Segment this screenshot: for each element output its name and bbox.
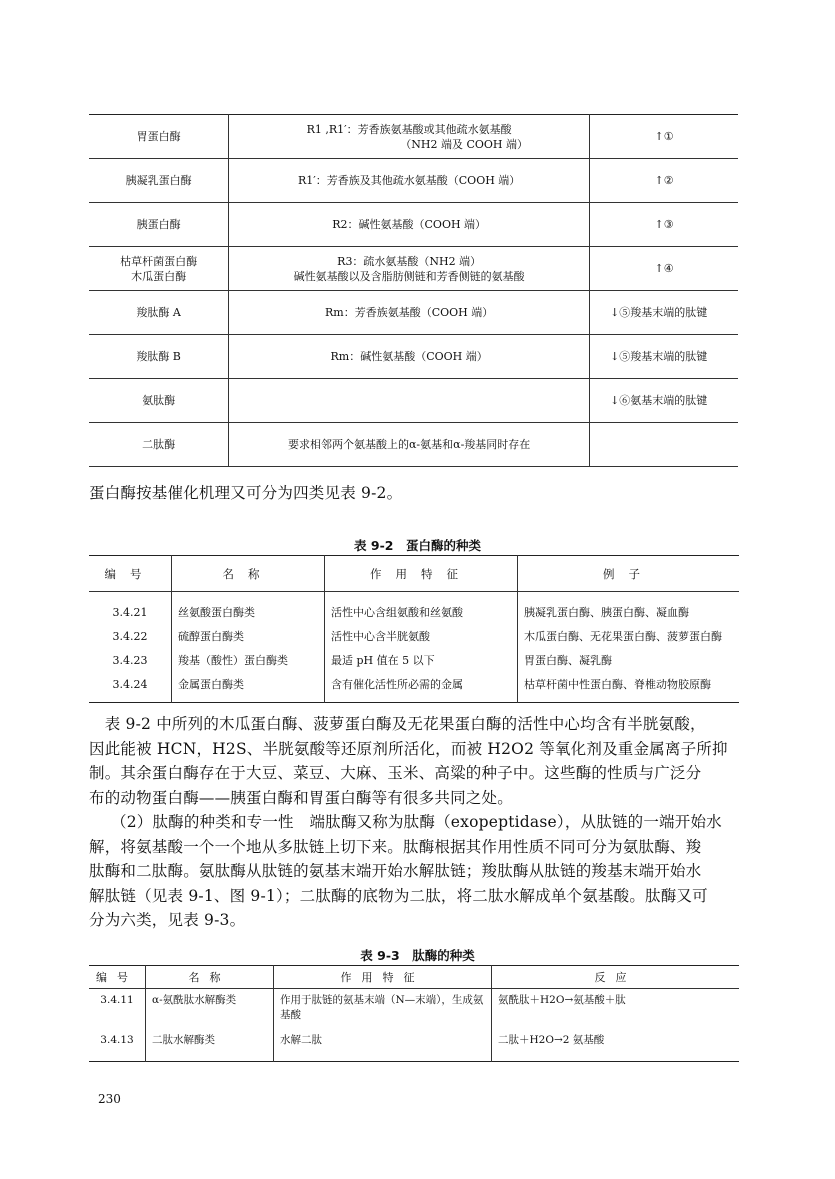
table-row: [89, 247, 738, 291]
table-row: [89, 1029, 739, 1062]
cleavage-site: [229, 247, 590, 291]
column-header: 编号: [89, 966, 146, 989]
ec-code: 3.4.24: [89, 672, 172, 703]
protease-specificity-table: [89, 114, 738, 467]
cleavage-mark: ↑④: [590, 247, 738, 291]
cleavage-site: [229, 291, 590, 335]
cleavage-site: [229, 423, 590, 467]
column-header: 作用特征: [274, 966, 492, 989]
class-name: 二肽水解酶类: [146, 1029, 274, 1062]
cleavage-site-line: R1′：芳香族及其他疏水氨基酸（COOH 端）: [297, 174, 521, 187]
cleavage-site-line: R3：疏水氨基酸（NH2 端）: [337, 254, 482, 268]
paragraph-line: 解，将氨基酸一个一个地从多肽链上切下来。肽酶根据其作用性质不同可分为氨肽酶、羧: [89, 837, 702, 856]
table-row: [89, 115, 738, 159]
cleavage-mark: [590, 423, 738, 467]
enzyme-name: 胰凝乳蛋白酶: [89, 159, 229, 203]
feature: 含有催化活性所必需的金属: [325, 672, 518, 703]
table-caption: 表 9-2 蛋白酶的种类: [354, 538, 481, 553]
table-row: [89, 335, 738, 379]
class-name: 羧基（酸性）蛋白酶类: [172, 648, 325, 672]
cleavage-site-line: 要求相邻两个氨基酸上的α-氨基和α-羧基同时存在: [288, 438, 531, 451]
class-name: 金属蛋白酶类: [172, 672, 325, 703]
cleavage-site-line: Rm：芳香族氨基酸（COOH 端）: [325, 306, 494, 319]
column-header: 作用特征: [325, 556, 518, 592]
enzyme-name: 氨肽酶: [89, 379, 229, 423]
examples: 木瓜蛋白酶、无花果蛋白酶、菠萝蛋白酶: [524, 630, 722, 643]
ec-code: 3.4.21: [89, 592, 172, 625]
cleavage-mark: ↑②: [590, 159, 738, 203]
table-row: [89, 291, 738, 335]
table-row: [89, 159, 738, 203]
class-name: α-氨酰肽水解酶类: [146, 989, 274, 1030]
column-header: 编号: [89, 556, 172, 592]
examples: 胰凝乳蛋白酶、胰蛋白酶、凝血酶: [524, 606, 689, 619]
cleavage-site: [229, 379, 590, 423]
cleavage-site: [229, 335, 590, 379]
table-row: [89, 672, 739, 703]
enzyme-name: 胰蛋白酶: [89, 203, 229, 247]
table-row: [89, 624, 739, 648]
paragraph-line: 蛋白酶按基催化机理又可分为四类见表 9-2。: [89, 484, 403, 502]
cleavage-mark: ↓⑥氨基末端的肽键: [590, 379, 738, 423]
cleavage-mark: ↑①: [590, 115, 738, 159]
enzyme-name: 枯草杆菌蛋白酶 木瓜蛋白酶: [89, 247, 229, 291]
feature: 最适 pH 值在 5 以下: [325, 648, 518, 672]
column-header: 反应: [492, 966, 740, 989]
table-row: [89, 203, 738, 247]
cleavage-site-line: R1 ,R1′：芳香族氨基酸或其他疏水氨基酸: [306, 122, 512, 136]
cleavage-mark: ↑③: [590, 203, 738, 247]
ec-code: 3.4.13: [89, 1029, 146, 1062]
table-row: [89, 989, 739, 1030]
cleavage-site-line: Rm：碱性氨基酸（COOH 端）: [330, 350, 488, 363]
examples: 枯草杆菌中性蛋白酶、脊椎动物胶原酶: [524, 678, 711, 691]
ec-code: 3.4.22: [89, 624, 172, 648]
ec-code: 3.4.23: [89, 648, 172, 672]
paragraph-line: 布的动物蛋白酶——胰蛋白酶和胃蛋白酶等有很多共同之处。: [89, 788, 513, 807]
table-row: [89, 648, 739, 672]
table-row: [89, 379, 738, 423]
page-number: 230: [98, 1092, 121, 1106]
cleavage-site: [229, 203, 590, 247]
cleavage-mark: ↓⑤羧基末端的肽键: [590, 291, 738, 335]
class-name: 丝氨酸蛋白酶类: [172, 592, 325, 625]
ec-code: 3.4.11: [89, 989, 146, 1030]
cleavage-site: [229, 115, 590, 159]
enzyme-name: 羧肽酶 B: [89, 335, 229, 379]
column-header: 例子: [518, 556, 740, 592]
column-header: 名称: [172, 556, 325, 592]
cleavage-site-line: 碱性氨基酸以及含脂肪侧链和芳香侧链的氨基酸: [293, 269, 525, 283]
cleavage-mark: ↓⑤羧基末端的肽键: [590, 335, 738, 379]
body-paragraph: [89, 481, 739, 506]
feature: 水解二肽: [274, 1029, 492, 1062]
table-header-row: [89, 556, 739, 592]
paragraph-line: 解肽链（见表 9-1、图 9-1）；二肽酶的底物为二肽，将二肽水解成单个氨基酸。肽酶又可: [89, 886, 708, 905]
column-header: 名称: [146, 966, 274, 989]
table-row: [89, 423, 738, 467]
paragraph-line: （2）肽酶的种类和专一性 端肽酶又称为肽酶（exopeptidase），从肽链的一端开始水: [111, 813, 722, 831]
reaction: 二肽＋H2O→2 氨基酸: [498, 1034, 605, 1046]
feature: 活性中心含半胱氨酸: [325, 624, 518, 648]
body-paragraph: [89, 712, 739, 933]
paragraph-line: 因此能被 HCN，H2S、半胱氨酸等还原剂所活化，而被 H2O2 等氧化剂及重金属离子所抑: [89, 739, 728, 758]
protease-types-table: [89, 555, 739, 703]
reaction: 氨酰肽＋H2O→氨基酸＋肽: [498, 994, 626, 1006]
paragraph-line: 肽酶和二肽酶。氨肽酶从肽链的氨基末端开始水解肽链；羧肽酶从肽链的羧基末端开始水: [89, 862, 702, 880]
peptidase-types-table: [89, 965, 739, 1062]
feature: 活性中心含组氨酸和丝氨酸: [325, 592, 518, 625]
feature: 作用于肽链的氨基末端（N—末端），生成氨基酸: [274, 989, 492, 1030]
paragraph-line: 表 9-2 中所列的木瓜蛋白酶、菠萝蛋白酶及无花果蛋白酶的活性中心均含有半胱氨酸，: [89, 715, 706, 733]
enzyme-name: 二肽酶: [89, 423, 229, 467]
class-name: 硫醇蛋白酶类: [172, 624, 325, 648]
paragraph-line: 制。其余蛋白酶存在于大豆、菜豆、大麻、玉米、高粱的种子中。这些酶的性质与广泛分: [89, 764, 702, 782]
cleavage-site-line: （NH2 端及 COOH 端）: [400, 137, 529, 151]
cleavage-site: [229, 159, 590, 203]
cleavage-site-line: R2：碱性氨基酸（COOH 端）: [332, 218, 487, 231]
table-row: [89, 592, 739, 625]
enzyme-name: 胃蛋白酶: [89, 115, 229, 159]
table-header-row: [89, 966, 739, 989]
enzyme-name: 羧肽酶 A: [89, 291, 229, 335]
paragraph-line: 分为六类，见表 9-3。: [89, 911, 246, 929]
table-caption: 表 9-3 肽酶的种类: [360, 948, 475, 963]
examples: 胃蛋白酶、凝乳酶: [524, 654, 612, 667]
